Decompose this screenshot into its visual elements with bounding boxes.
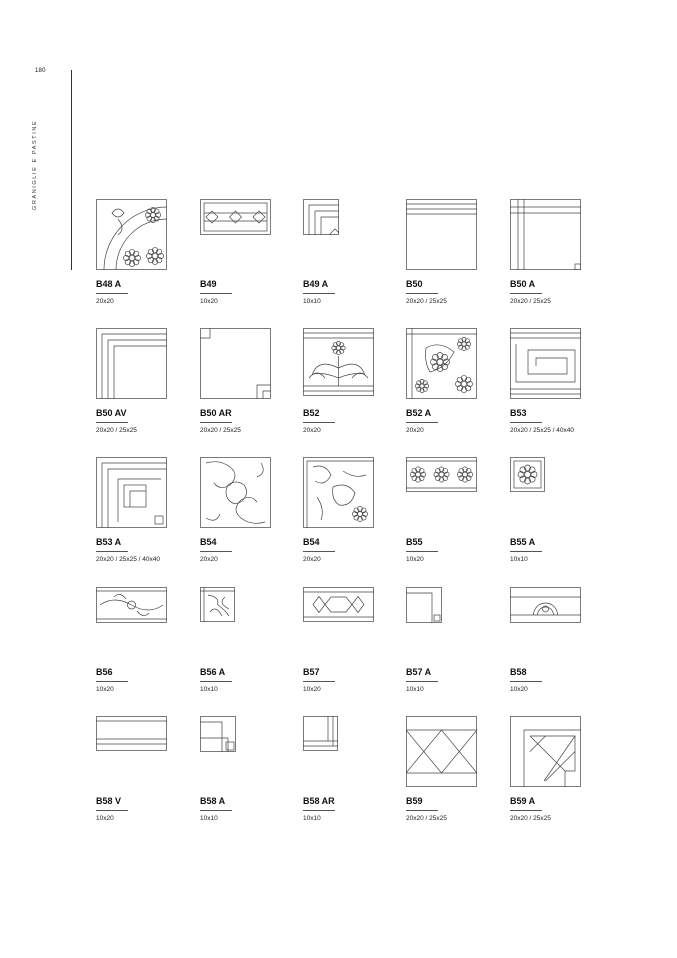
tile-code: B54: [200, 537, 217, 547]
tile-drawing: [303, 328, 374, 396]
tile-code: B53: [510, 408, 527, 418]
tile-drawing: [96, 716, 167, 751]
tile-divider: [406, 810, 438, 811]
tile-code: B57 A: [406, 667, 432, 677]
tile-divider: [200, 681, 232, 682]
tile-drawing: [406, 716, 477, 787]
tile-size: 20x20: [200, 556, 218, 563]
tile-divider: [406, 293, 438, 294]
tile-code: B54: [303, 537, 320, 547]
tile-divider: [200, 551, 232, 552]
tile-code: B58: [510, 667, 527, 677]
tile-divider: [510, 293, 542, 294]
tile-drawing: [96, 199, 167, 270]
tile-code: B58 A: [200, 796, 226, 806]
tile-code: B52: [303, 408, 320, 418]
tile-divider: [200, 422, 232, 423]
tile-divider: [200, 810, 232, 811]
tile-drawing: [303, 587, 374, 622]
tile-size: 20x20 / 25x25: [510, 815, 551, 822]
page-number: 180: [35, 68, 46, 74]
tile-divider: [303, 810, 335, 811]
tile-drawing: [96, 328, 167, 399]
tile-size: 10x10: [200, 815, 218, 822]
tile-code: B55: [406, 537, 423, 547]
tile-drawing: [406, 328, 477, 399]
tile-size: 20x20 / 25x25: [406, 298, 447, 305]
tile-code: B50: [406, 279, 423, 289]
tile-divider: [510, 422, 542, 423]
tile-divider: [200, 293, 232, 294]
tile-drawing: [406, 457, 477, 492]
tile-code: B49: [200, 279, 217, 289]
tile-divider: [96, 681, 128, 682]
tile-code: B56 A: [200, 667, 226, 677]
tile-code: B56: [96, 667, 113, 677]
tile-size: 20x20 / 25x25: [406, 815, 447, 822]
tile-size: 20x20: [303, 427, 321, 434]
tile-divider: [303, 293, 335, 294]
tile-drawing: [406, 587, 442, 623]
tile-size: 10x10: [303, 298, 321, 305]
tile-code: B52 A: [406, 408, 432, 418]
tile-code: B57: [303, 667, 320, 677]
tile-size: 20x20 / 25x25: [510, 298, 551, 305]
tile-size: 20x20: [96, 298, 114, 305]
tile-divider: [96, 551, 128, 552]
tile-divider: [96, 810, 128, 811]
tile-size: 10x20: [200, 298, 218, 305]
tile-drawing: [96, 587, 167, 623]
tile-size: 20x20 / 25x25 / 40x40: [96, 556, 160, 563]
tile-drawing: [510, 716, 581, 787]
tile-code: B58 V: [96, 796, 122, 806]
tile-code: B53 A: [96, 537, 122, 547]
tile-divider: [303, 551, 335, 552]
tile-size: 20x20 / 25x25 / 40x40: [510, 427, 574, 434]
tile-code: B59 A: [510, 796, 536, 806]
tile-code: B59: [406, 796, 423, 806]
tile-divider: [303, 422, 335, 423]
tile-size: 20x20: [303, 556, 321, 563]
tile-drawing: [96, 457, 167, 528]
tile-drawing: [303, 457, 374, 528]
tile-drawing: [303, 716, 338, 751]
tile-drawing: [200, 587, 235, 622]
tile-divider: [510, 551, 542, 552]
tile-code: B49 A: [303, 279, 329, 289]
tile-divider: [96, 293, 128, 294]
tile-drawing: [510, 199, 581, 270]
tile-drawing: [510, 457, 545, 492]
tile-size: 20x20: [406, 427, 424, 434]
tile-size: 10x10: [200, 686, 218, 693]
tile-drawing: [510, 328, 581, 399]
section-label: GRANIGLIE E PASTINE: [32, 119, 38, 210]
tile-code: B58 AR: [303, 796, 335, 806]
tile-size: 10x20: [406, 556, 424, 563]
tile-divider: [406, 422, 438, 423]
tile-drawing: [303, 199, 339, 235]
tile-code: B50 A: [510, 279, 536, 289]
tile-divider: [510, 681, 542, 682]
tile-size: 10x20: [510, 686, 528, 693]
tile-drawing: [510, 587, 581, 623]
tile-size: 10x20: [96, 815, 114, 822]
tile-size: 10x10: [303, 815, 321, 822]
tile-divider: [96, 422, 128, 423]
tile-code: B48 A: [96, 279, 122, 289]
tile-size: 10x10: [406, 686, 424, 693]
tile-code: B50 AV: [96, 408, 127, 418]
tile-drawing: [406, 199, 477, 270]
tile-drawing: [200, 199, 271, 235]
tile-divider: [510, 810, 542, 811]
tile-divider: [406, 681, 438, 682]
tile-drawing: [200, 457, 271, 528]
tile-code: B55 A: [510, 537, 536, 547]
tile-code: B50 AR: [200, 408, 232, 418]
margin-rule: [71, 70, 72, 270]
tile-divider: [303, 681, 335, 682]
tile-drawing: [200, 716, 236, 752]
tile-size: 10x10: [510, 556, 528, 563]
tile-drawing: [200, 328, 271, 399]
tile-divider: [406, 551, 438, 552]
tile-size: 10x20: [303, 686, 321, 693]
tile-size: 20x20 / 25x25: [96, 427, 137, 434]
tile-size: 20x20 / 25x25: [200, 427, 241, 434]
tile-size: 10x20: [96, 686, 114, 693]
